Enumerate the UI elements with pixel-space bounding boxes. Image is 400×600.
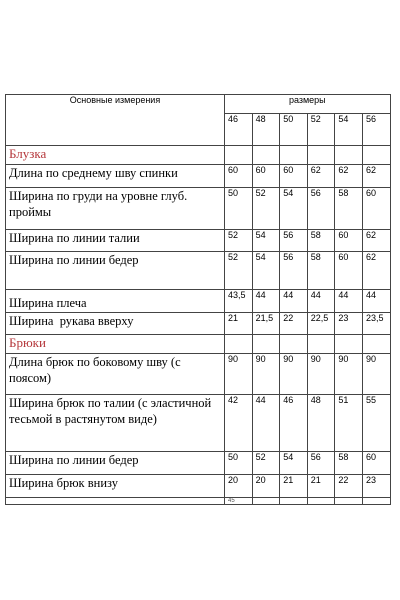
table-cell: 50	[225, 188, 253, 230]
table-cell: 21	[225, 313, 253, 335]
section-row-trousers	[6, 335, 391, 354]
size-46: 46	[225, 113, 253, 145]
table-cell: 44	[252, 290, 280, 313]
row-label: Ширина брюк по талии (с эластичной тесьмой в растянутом виде)	[6, 395, 225, 452]
table-row	[6, 395, 391, 452]
table-cell: 90	[307, 354, 335, 395]
section-row-blouse	[6, 146, 391, 165]
row-label: Ширина по линии бедер	[6, 452, 225, 475]
table-cell: 20	[225, 475, 253, 498]
table-cell: 22	[335, 475, 363, 498]
table-cell: 45	[225, 498, 253, 505]
table-cell: 21	[307, 475, 335, 498]
table-cell: 51	[335, 395, 363, 452]
table-row	[6, 290, 391, 313]
table-cell: 52	[252, 452, 280, 475]
table-cell: 56	[307, 188, 335, 230]
table-cell: 90	[362, 354, 390, 395]
table-cell: 90	[225, 354, 253, 395]
table-cell: 48	[307, 395, 335, 452]
table-cell: 44	[280, 290, 308, 313]
cut-off-row	[6, 498, 391, 505]
table-cell: 60	[225, 165, 253, 188]
table-cell: 58	[335, 188, 363, 230]
table-cell: 42	[225, 395, 253, 452]
table-cell: 90	[335, 354, 363, 395]
row-label: Ширина по линии талии	[6, 230, 225, 252]
table-cell: 54	[280, 188, 308, 230]
header-row	[6, 95, 391, 114]
table-cell: 90	[280, 354, 308, 395]
section-title-blouse: Блузка	[6, 146, 225, 165]
table-cell: 54	[252, 230, 280, 252]
table-cell: 55	[362, 395, 390, 452]
table-cell: 46	[280, 395, 308, 452]
row-label: Длина по среднему шву спинки	[6, 165, 225, 188]
table-cell: 44	[252, 395, 280, 452]
table-cell: 52	[252, 188, 280, 230]
sizes-header: размеры	[225, 95, 391, 114]
size-52: 52	[307, 113, 335, 145]
table-cell: 44	[335, 290, 363, 313]
table-cell: 62	[362, 230, 390, 252]
size-48: 48	[252, 113, 280, 145]
main-measurements-header: Основные измерения	[6, 95, 225, 146]
table-cell: 62	[335, 165, 363, 188]
table-cell: 22	[280, 313, 308, 335]
section-title-trousers: Брюки	[6, 335, 225, 354]
table-cell: 23	[362, 475, 390, 498]
table-cell: 21,5	[252, 313, 280, 335]
table-row	[6, 354, 391, 395]
table-row	[6, 252, 391, 290]
table-cell: 90	[252, 354, 280, 395]
table-cell: 44	[362, 290, 390, 313]
table-cell: 56	[307, 452, 335, 475]
size-56: 56	[362, 113, 390, 145]
table-row	[6, 165, 391, 188]
table-cell: 60	[362, 188, 390, 230]
row-label: Ширина плеча	[6, 290, 225, 313]
table-cell: 52	[225, 252, 253, 290]
table-cell: 54	[252, 252, 280, 290]
table-cell: 23	[335, 313, 363, 335]
table-cell: 50	[225, 452, 253, 475]
table-cell: 62	[362, 252, 390, 290]
size-50: 50	[280, 113, 308, 145]
size-54: 54	[335, 113, 363, 145]
table-cell: 58	[335, 452, 363, 475]
table-cell: 56	[280, 230, 308, 252]
table-cell: 52	[225, 230, 253, 252]
row-label: Ширина по линии бедер	[6, 252, 225, 290]
table-row	[6, 188, 391, 230]
table-row	[6, 230, 391, 252]
table-cell: 21	[280, 475, 308, 498]
table-cell: 44	[307, 290, 335, 313]
table-cell: 62	[362, 165, 390, 188]
row-label: Длина брюк по боковому шву (с поясом)	[6, 354, 225, 395]
table-cell: 23,5	[362, 313, 390, 335]
table-cell: 60	[252, 165, 280, 188]
table-cell: 20	[252, 475, 280, 498]
table-cell: 56	[280, 252, 308, 290]
table-cell: 43,5	[225, 290, 253, 313]
table-cell: 60	[335, 252, 363, 290]
table-cell: 60	[280, 165, 308, 188]
table-cell: 60	[335, 230, 363, 252]
table-cell: 54	[280, 452, 308, 475]
table-row	[6, 475, 391, 498]
table-row	[6, 313, 391, 335]
row-label: Ширина рукава вверху	[6, 313, 225, 335]
table-row	[6, 452, 391, 475]
table-cell: 58	[307, 252, 335, 290]
size-chart-table	[5, 94, 391, 505]
table-cell: 62	[307, 165, 335, 188]
table-cell: 22,5	[307, 313, 335, 335]
row-label: Ширина брюк внизу	[6, 475, 225, 498]
row-label: Ширина по груди на уровне глуб. проймы	[6, 188, 225, 230]
table-cell: 58	[307, 230, 335, 252]
table-cell: 60	[362, 452, 390, 475]
